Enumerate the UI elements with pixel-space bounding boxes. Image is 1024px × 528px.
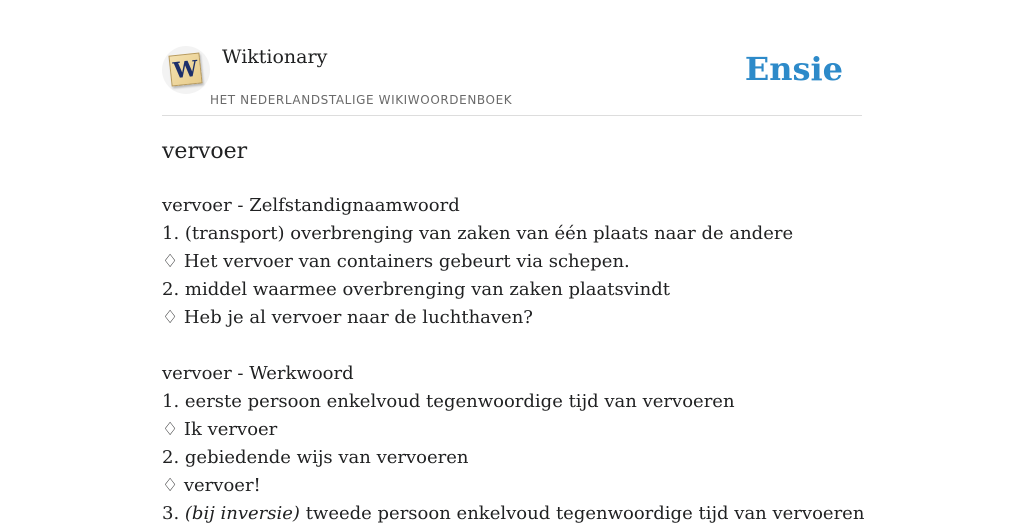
definition-line: 1. eerste persoon enkelvoud tegenwoordige tijd van vervoeren: [162, 391, 735, 412]
site-name[interactable]: Wiktionary: [222, 46, 328, 68]
example-line: ♢ vervoer!: [162, 475, 261, 496]
definition-line: 1. (transport) overbrenging van zaken van één plaats naar de andere: [162, 223, 794, 244]
logo-tile-icon: [168, 52, 202, 86]
logo-letter: W: [171, 55, 200, 84]
section-heading-noun: vervoer - Zelfstandignaamwoord: [162, 195, 460, 216]
example-line: ♢ Het vervoer van containers gebeurt via schepen.: [162, 251, 630, 272]
definition-line: 2. middel waarmee overbrenging van zaken plaatsvindt: [162, 279, 671, 300]
usage-label: (bij inversie): [184, 503, 300, 524]
definition-number: 3.: [162, 503, 185, 524]
page-title: vervoer: [162, 139, 248, 164]
example-line: ♢ Heb je al vervoer naar de luchthaven?: [162, 307, 533, 328]
definition-content: [162, 192, 865, 528]
section-spacer: [162, 332, 862, 360]
definition-line: 2. gebiedende wijs van vervoeren: [162, 447, 469, 468]
ensie-brand-link[interactable]: Ensie: [744, 50, 843, 88]
example-line: ♢ Ik vervoer: [162, 419, 278, 440]
wiktionary-logo[interactable]: [162, 46, 210, 94]
definition-line-partial: [162, 500, 865, 528]
section-heading-verb: vervoer - Werkwoord: [162, 363, 354, 384]
site-tagline: HET NEDERLANDSTALIGE WIKIWOORDENBOEK: [210, 93, 513, 107]
header-divider: [162, 115, 862, 116]
definition-text: tweede persoon enkelvoud tegenwoordige tijd van vervoeren: [299, 503, 865, 524]
